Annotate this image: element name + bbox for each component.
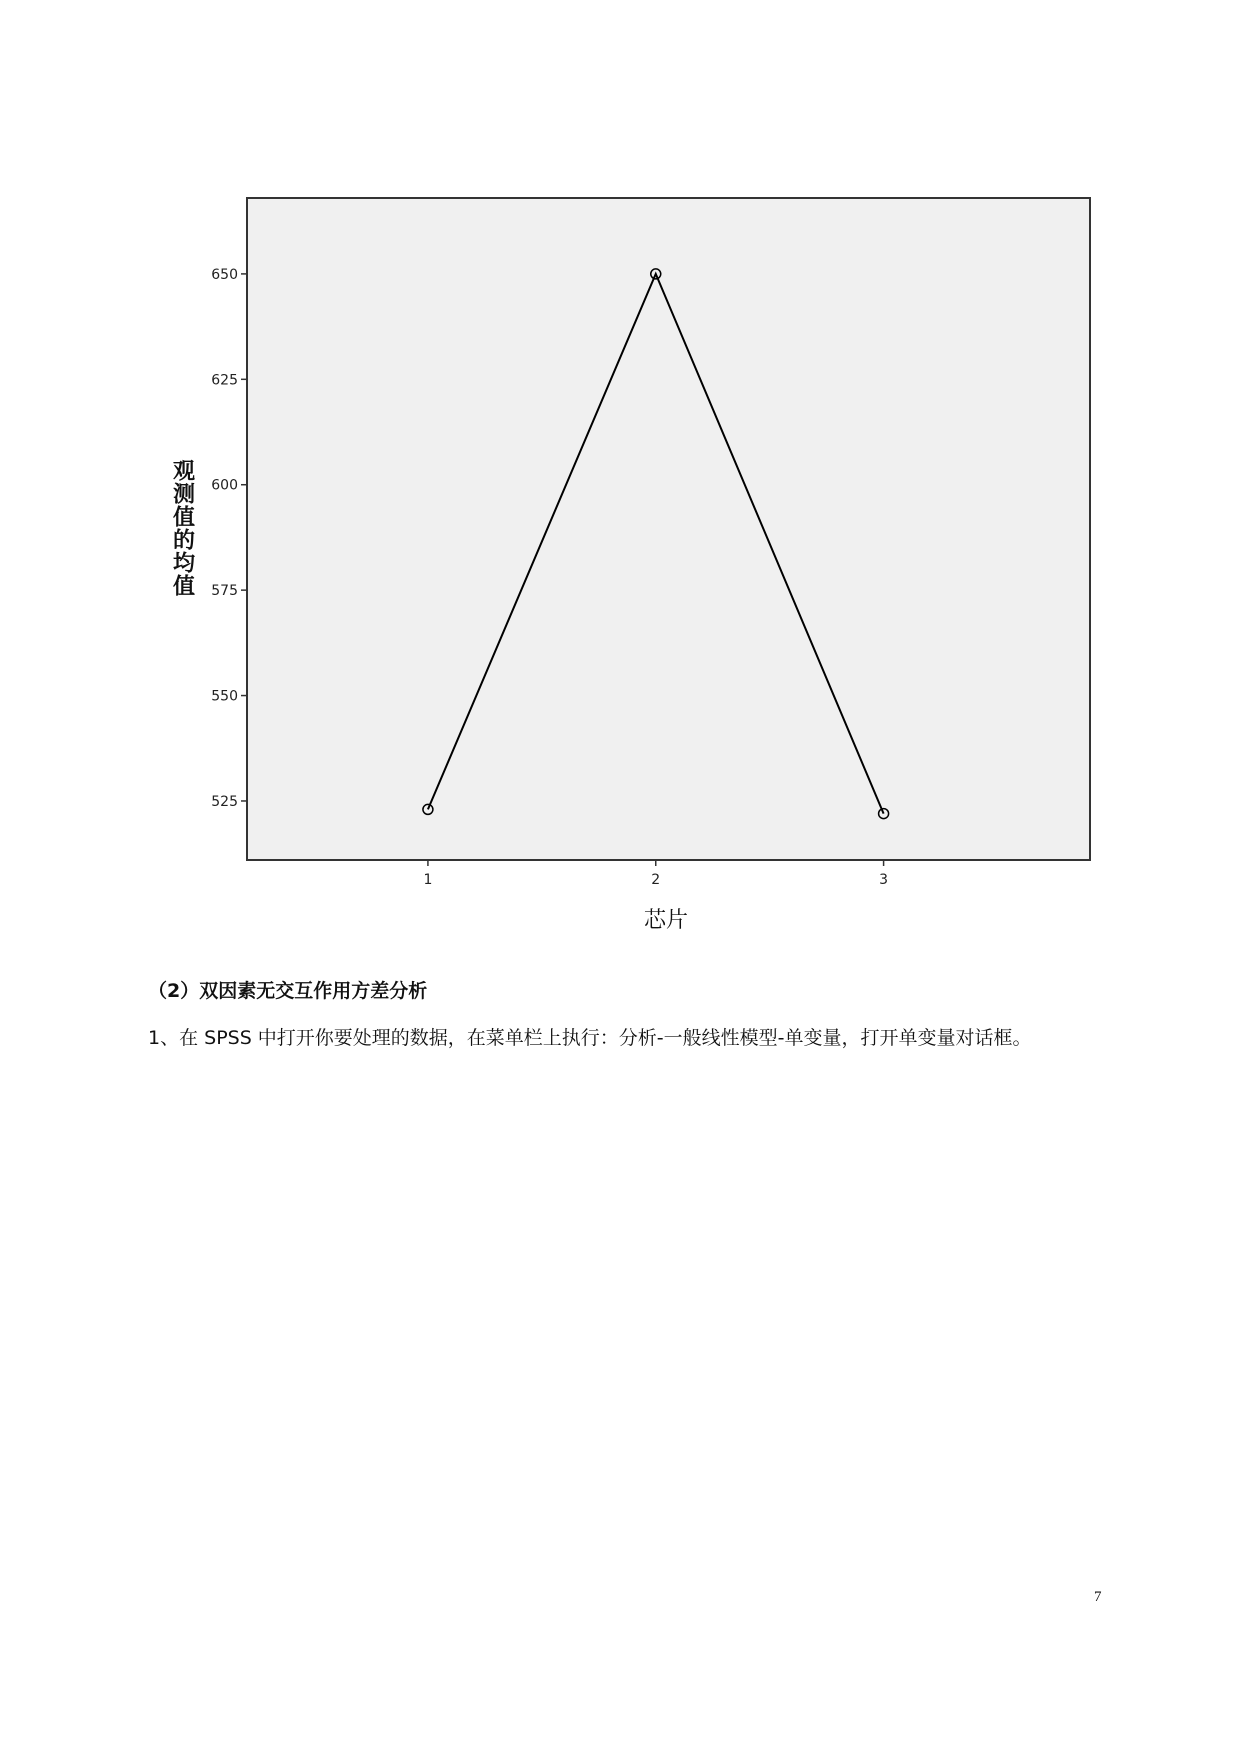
paragraph: 1、在 SPSS 中打开你要处理的数据，在菜单栏上执行：分析-一般线性模型-单变量，打开单变量对话框。 xyxy=(148,1027,1032,1049)
y-tick-label: 650 xyxy=(211,266,238,283)
page-number: 7 xyxy=(1094,1589,1102,1605)
y-tick-label: 525 xyxy=(211,793,238,810)
y-tick-label: 575 xyxy=(211,583,238,600)
x-axis xyxy=(423,860,888,888)
y-axis xyxy=(211,267,247,810)
y-tick-label: 550 xyxy=(211,688,238,705)
plot-area xyxy=(247,198,1090,860)
y-tick-label: 600 xyxy=(211,477,238,494)
x-axis-label: 芯片 xyxy=(643,908,689,933)
y-tick-label: 625 xyxy=(211,372,238,389)
x-tick-label: 2 xyxy=(651,872,661,888)
x-tick-label: 3 xyxy=(879,872,889,888)
x-tick-label: 1 xyxy=(423,872,433,888)
section-heading: （2）双因素无交互作用方差分析 xyxy=(148,980,428,1002)
y-axis-label: 观测值的均值 xyxy=(172,459,196,600)
